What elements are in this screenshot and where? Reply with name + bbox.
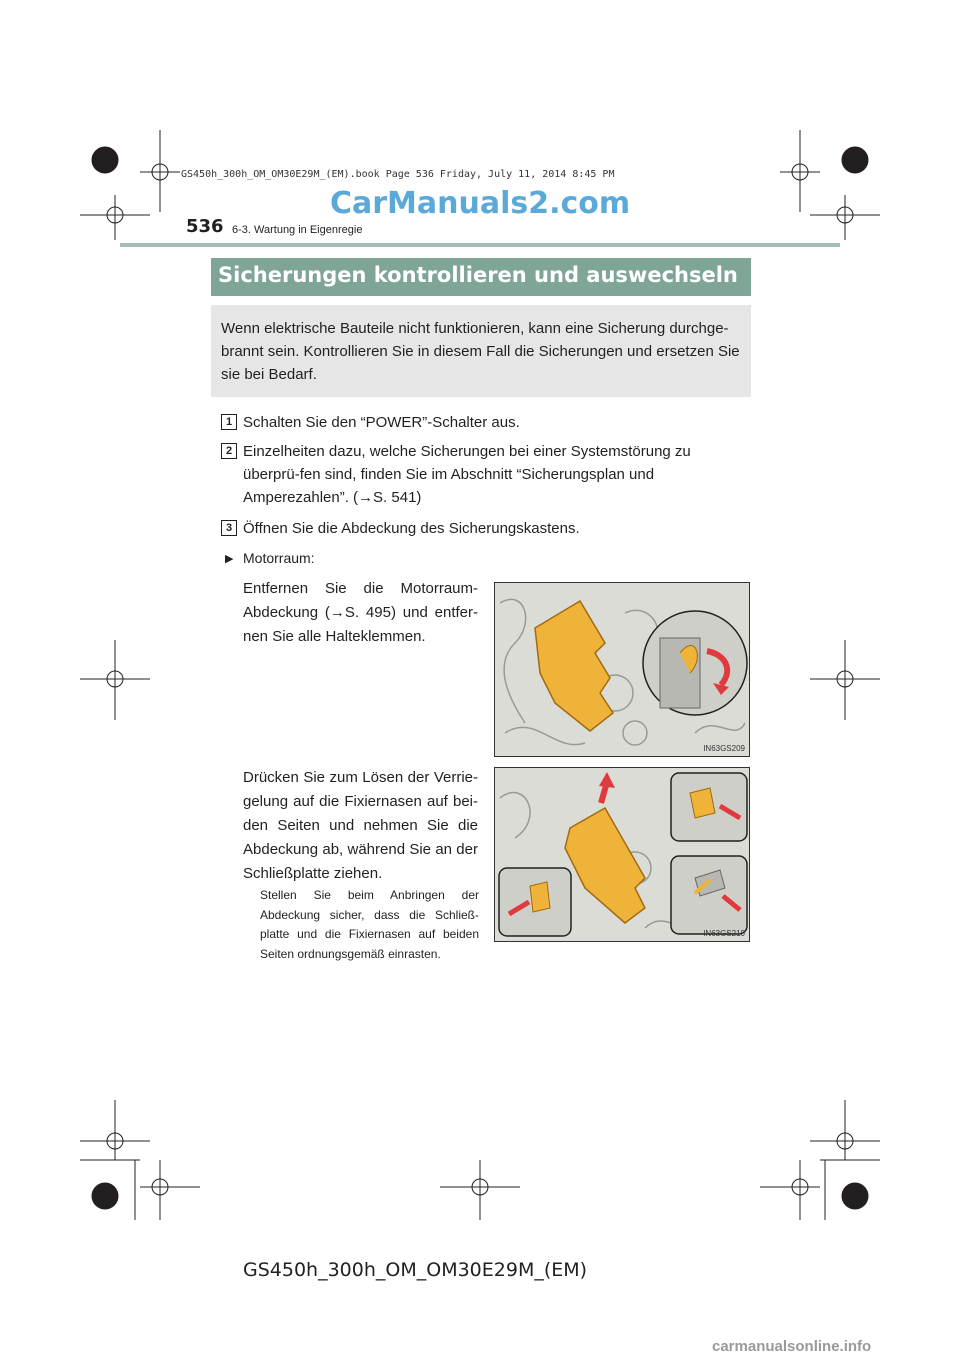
intro-text: Wenn elektrische Bauteile nicht funktionieren, kann eine Sicherung durchge-brannt sein. Kontrollieren Sie in diesem Fall die Sicherungen und ersetzen Sie sie bei Bedarf. <box>221 320 740 383</box>
header-rule <box>120 243 840 247</box>
step-number-2: 2 <box>221 443 237 459</box>
page-title: Sicherungen kontrollieren und auswechseln <box>218 263 738 287</box>
step-number-1: 1 <box>221 414 237 430</box>
page-title-bar <box>211 258 751 296</box>
paragraph-release-lock: Drücken Sie zum Lösen der Verrie-gelung auf die Fixiernasen auf bei-den Seiten und nehmen Sie die Abdeckung ab, während Sie an der Schließplatte ziehen. <box>243 769 478 882</box>
step-text-2: Einzelheiten dazu, welche Sicherungen bei einer Systemstörung zu überprü-fen sind, finden Sie im Abschnitt “Sicherungsplan und Amperezahlen”. (→S. 541) <box>243 443 691 506</box>
fuse-box-illustration <box>495 768 750 942</box>
triangle-bullet-icon: ▶ <box>225 553 234 565</box>
step-text-1: Schalten Sie den “POWER”-Schalter aus. <box>243 414 520 431</box>
figure-engine-cover <box>494 582 750 757</box>
page-number: 536 <box>186 216 224 237</box>
figure-id-1: IN63GS209 <box>703 744 745 753</box>
figure-id-2: IN63GS210 <box>703 929 745 938</box>
engine-bay-illustration <box>495 583 750 757</box>
step-text-3: Öffnen Sie die Abdeckung des Sicherungskastens. <box>243 520 580 537</box>
section-title: 6-3. Wartung in Eigenregie <box>232 224 363 236</box>
paragraph-note: Stellen Sie beim Anbringen der Abdeckung sicher, dass die Schließ-platte und die Fixiernasen auf beiden Seiten ordnungsgemäß einrasten. <box>260 888 479 961</box>
watermark[interactable]: CarManuals2.com <box>330 186 631 221</box>
paragraph-remove-cover: Entfernen Sie die Motorraum-Abdeckung (→S. 495) und entfer-nen Sie alle Halteklemmen. <box>243 580 478 645</box>
document-footer: GS450h_300h_OM_OM30E29M_(EM) <box>243 1259 588 1281</box>
file-header: GS450h_300h_OM_OM30E29M_(EM).book Page 536 Friday, July 11, 2014 8:45 PM <box>181 169 615 180</box>
site-footer[interactable]: carmanualsonline.info <box>712 1338 872 1355</box>
step-number-3: 3 <box>221 520 237 536</box>
bullet-text: Motorraum: <box>243 550 315 566</box>
figure-fuse-box <box>494 767 750 942</box>
intro-box <box>211 305 751 397</box>
